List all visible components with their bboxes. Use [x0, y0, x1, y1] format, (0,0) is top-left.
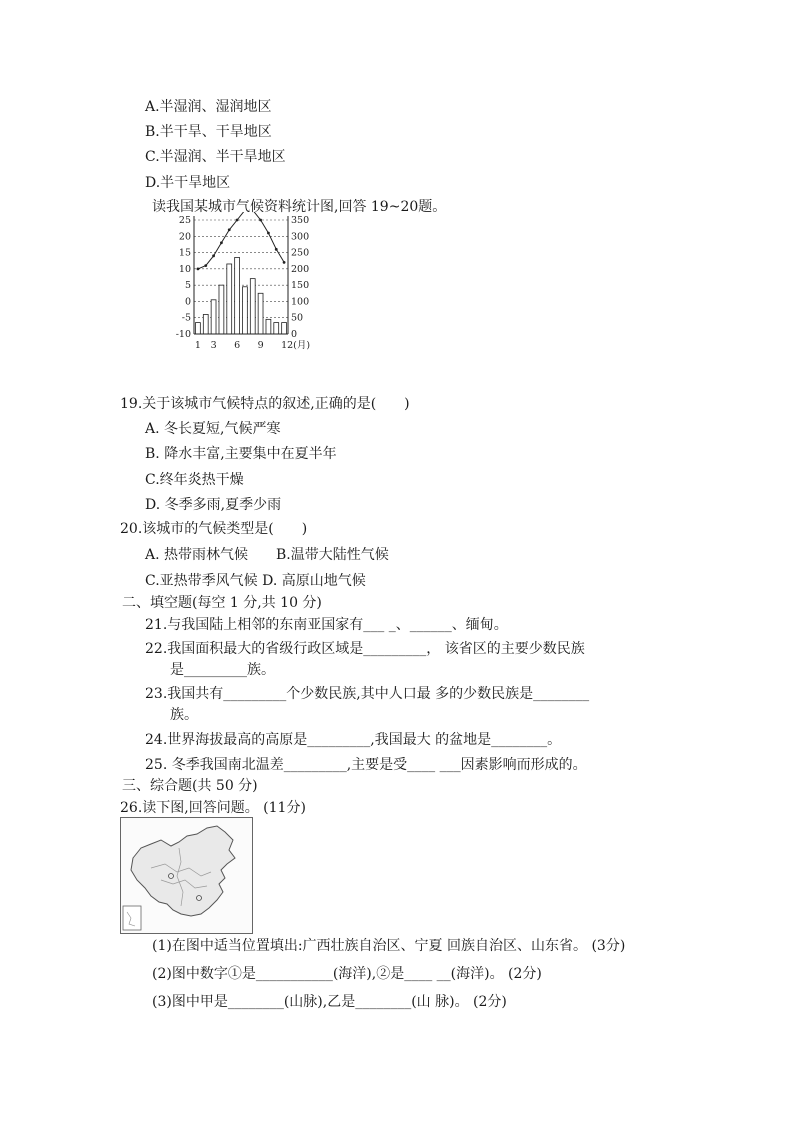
- right-tick-label-1: 300: [291, 231, 310, 243]
- china-outline-shape: [131, 826, 235, 916]
- x-tick-label-1: 3: [210, 340, 217, 351]
- temperature-line: [198, 212, 284, 269]
- precip-bar-7: [242, 287, 247, 334]
- right-tick-label-5: 100: [291, 296, 310, 308]
- precip-bar-6: [235, 257, 240, 334]
- left-tick-label-0: 25: [178, 215, 191, 226]
- q23-line2: 族。: [170, 707, 198, 723]
- q23-line1: 23.我国共有_________个少数民族,其中人口最 多的少数民族是________: [145, 686, 590, 702]
- china-map-image: [120, 817, 253, 934]
- q18-option-a: A.半湿润、湿润地区: [145, 99, 272, 115]
- china-map-svg: [121, 818, 252, 933]
- precip-bar-8: [250, 279, 255, 334]
- precip-bar-9: [258, 293, 263, 334]
- right-tick-label-3: 200: [291, 263, 310, 275]
- x-tick-label-2: 6: [234, 340, 241, 351]
- q26-stem: 26.读下图,回答问题。 (11分): [120, 800, 306, 816]
- temperature-point-2: [204, 264, 207, 267]
- q26-sub2: (2)图中数字①是___________(海洋),②是____ __(海洋)。 (2分): [152, 966, 542, 982]
- right-tick-label-0: 350: [291, 215, 310, 226]
- temperature-point-6: [236, 219, 239, 222]
- right-tick-label-2: 250: [291, 247, 310, 259]
- q19-option-b: B. 降水丰富,主要集中在夏半年: [145, 446, 337, 462]
- temperature-point-1: [197, 267, 200, 270]
- q20-options-line1: A. 热带雨林气候 B.温带大陆性气候: [145, 547, 389, 563]
- precip-bar-2: [203, 314, 208, 334]
- temperature-curve: [197, 212, 286, 270]
- q24: 24.世界海拔最高的高原是_________,我国最大 的盆地是________。: [145, 732, 562, 748]
- chart-grid: [194, 220, 288, 318]
- right-tick-label-7: 0: [291, 329, 298, 340]
- q20-stem: 20.该城市的气候类型是( ): [120, 521, 308, 537]
- left-tick-label-3: 10: [178, 263, 191, 275]
- precip-bar-12: [282, 323, 287, 334]
- x-tick-label-0: 1: [194, 340, 201, 351]
- q25: 25. 冬季我国南北温差_________,主要是受____ ___因素影响而形成的。: [145, 757, 587, 773]
- left-tick-label-6: -5: [181, 312, 191, 324]
- q19-option-c: C.终年炎热干燥: [145, 472, 244, 488]
- left-tick-label-4: 5: [184, 280, 191, 292]
- climate-chart: [168, 212, 328, 360]
- q19-stem: 19.关于该城市气候特点的叙述,正确的是( ): [120, 396, 410, 412]
- left-tick-label-5: 0: [184, 296, 191, 308]
- precip-bar-4: [219, 285, 224, 334]
- temperature-point-12: [283, 261, 286, 264]
- q22-line1: 22.我国面积最大的省级行政区域是_________， 该省区的主要少数民族: [145, 641, 585, 657]
- x-tick-label-3: 9: [257, 340, 264, 351]
- q18-option-b: B.半干旱、干旱地区: [145, 124, 272, 140]
- q26-sub1: (1)在图中适当位置填出:广西壮族自治区、宁夏 回族自治区、山东省。 (3分): [152, 938, 626, 954]
- q26-sub3: (3)图中甲是________(山脉),乙是________(山 脉)。 (2分): [152, 994, 507, 1010]
- temperature-point-9: [259, 219, 262, 222]
- climate-chart-svg: [168, 212, 328, 360]
- precip-bar-3: [211, 300, 216, 334]
- intro-19-20: 读我国某城市气候资料统计图,回答 19~20题。: [152, 199, 447, 215]
- left-tick-label-2: 15: [178, 247, 191, 259]
- right-tick-label-6: 50: [291, 312, 304, 324]
- q18-option-d: D.半干旱地区: [145, 175, 231, 191]
- right-tick-label-4: 150: [291, 280, 310, 292]
- temperature-point-10: [267, 232, 270, 235]
- q18-option-c: C.半湿润、半干旱地区: [145, 149, 286, 165]
- left-tick-label-7: -10: [175, 329, 191, 340]
- q19-option-d: D. 冬季多雨,夏季少雨: [145, 497, 282, 513]
- temperature-point-5: [228, 228, 231, 231]
- left-tick-label-1: 20: [178, 231, 191, 243]
- q19-option-a: A. 冬长夏短,气候严寒: [145, 421, 281, 437]
- precip-bar-10: [266, 319, 271, 334]
- q20-options-line2: C.亚热带季风气候 D. 高原山地气候: [145, 573, 366, 589]
- section3-title: 三、综合题(共 50 分): [122, 778, 258, 794]
- temperature-point-4: [220, 241, 223, 244]
- temperature-point-3: [212, 254, 215, 257]
- south-china-sea-inset: [123, 906, 141, 930]
- q22-line2: 是_________族。: [170, 662, 275, 678]
- precipitation-bars: [195, 257, 286, 334]
- section2-title: 二、填空题(每空 1 分,共 10 分): [122, 595, 322, 611]
- precip-bar-1: [195, 323, 200, 334]
- temperature-point-11: [275, 248, 278, 251]
- x-tick-label-4: 12(月): [281, 340, 311, 351]
- precip-bar-5: [227, 264, 232, 334]
- precip-bar-11: [274, 323, 279, 334]
- q21: 21.与我国陆上相邻的东南亚国家有___ _、______、缅甸。: [145, 617, 508, 633]
